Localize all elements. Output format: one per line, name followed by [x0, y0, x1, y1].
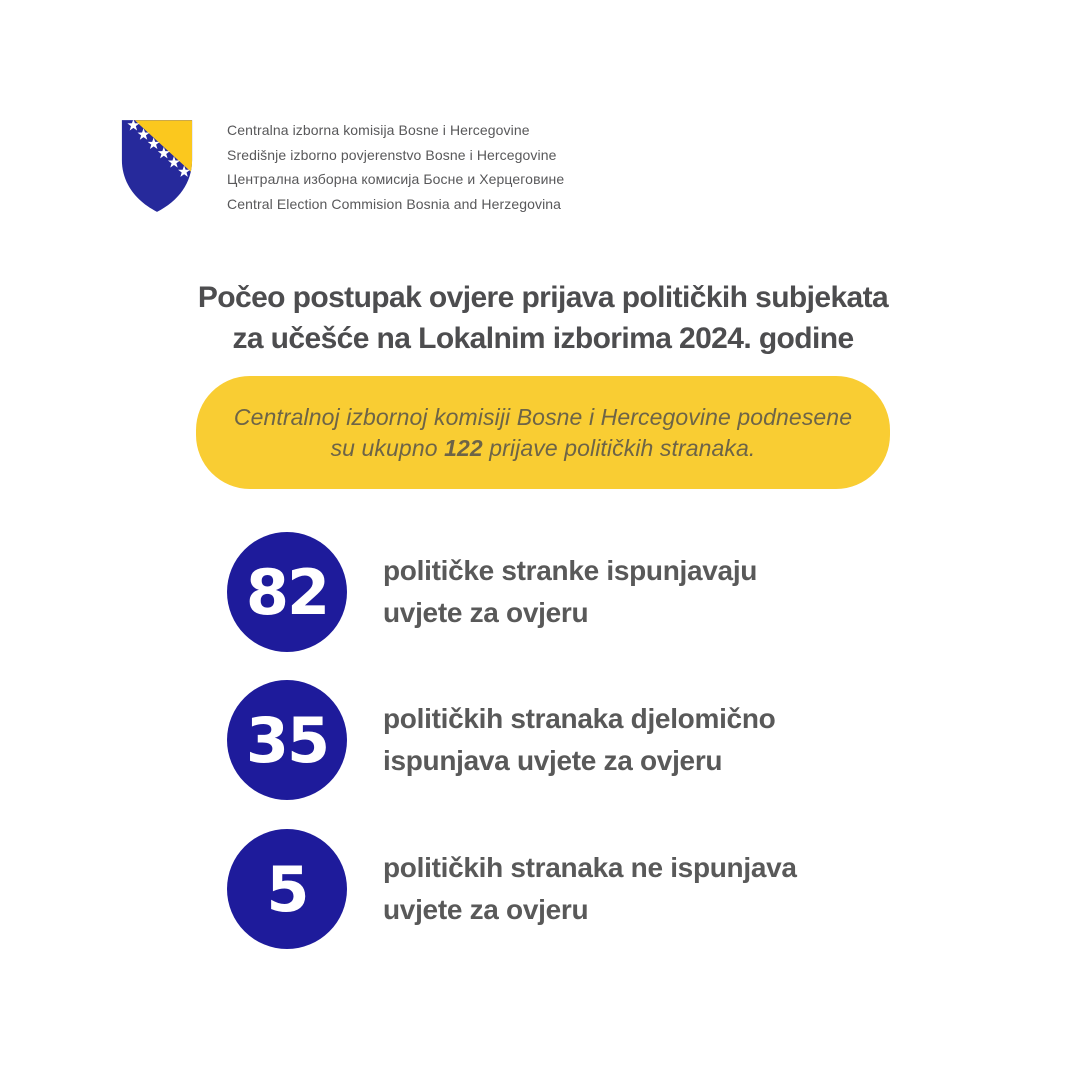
bih-coat-of-arms-icon [118, 117, 196, 215]
summary-line2: su ukupno 122 prijave političkih stranaka. [330, 434, 756, 461]
summary-line1: Centralnoj izbornoj komisiji Bosne i Hercegovine podnesene [233, 403, 853, 430]
page-title-line2: za učešće na Lokalnim izborima 2024. godine [232, 322, 854, 355]
total-applications-value: 122 [444, 434, 483, 461]
stat-value-badge: 82 [227, 532, 347, 652]
stat-row-rejected [227, 829, 797, 949]
org-name-hr: Središnje izborno povjerenstvo Bosne i Hercegovine [227, 146, 557, 163]
stat-label: političkih stranaka djelomično ispunjava uvjete za ovjeru [383, 703, 776, 776]
org-name-sr: Централна изборна комисија Босне и Херцеговине [227, 171, 565, 188]
summary-highlight-box [196, 376, 890, 489]
stat-value-badge: 35 [227, 680, 347, 800]
org-name-en: Central Election Commision Bosnia and Herzegovina [227, 195, 562, 212]
page-title-line1: Počeo postupak ovjere prijava političkih subjekata [197, 281, 889, 314]
stat-row-partial [227, 680, 775, 800]
org-name-bs: Centralna izborna komisija Bosne i Hercegovine [227, 122, 530, 138]
org-header [118, 117, 564, 216]
stat-label: političke stranke ispunjavaju uvjete za ovjeru [383, 555, 758, 628]
page-title [98, 277, 988, 359]
stat-value-badge: 5 [227, 829, 347, 949]
org-names [227, 117, 564, 216]
stat-row-approved [227, 532, 757, 652]
stat-label: političkih stranaka ne ispunjava uvjete za ovjeru [383, 852, 797, 925]
